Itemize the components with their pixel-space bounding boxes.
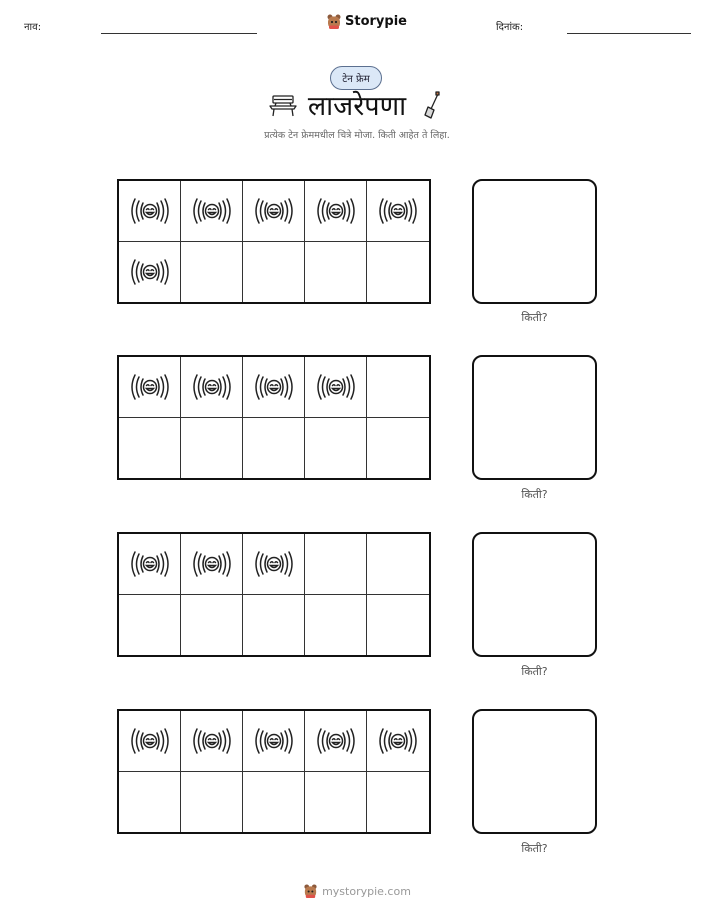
frame-cell [119,242,181,303]
frame-cell [119,711,181,772]
frame-cell [243,242,305,303]
footer-site: mystorypie.com [322,884,411,898]
ten-frame-1 [117,179,431,304]
shy-face-icon [251,193,297,229]
frame-cell [367,711,429,772]
ten-frame-2 [117,355,431,480]
shy-face-icon [251,369,297,405]
ten-frame-badge: टेन फ्रेम [330,66,382,90]
answer-box-2[interactable] [472,355,597,480]
frame-cell [367,181,429,242]
frame-cell [305,711,367,772]
frame-cell [243,711,305,772]
bench-icon [268,94,298,118]
frame-cell [367,595,429,656]
frame-cell [367,534,429,595]
frame-cell [181,357,243,418]
frame-cell [119,534,181,595]
brand-name: Storypie [345,14,407,29]
name-label: नाव: [24,22,42,33]
answer-box-3[interactable] [472,532,597,657]
frame-cell [243,595,305,656]
frame-cell [181,181,243,242]
frame-cell [181,711,243,772]
answer-box-1[interactable] [472,179,597,304]
frame-cell [119,595,181,656]
answer-label-1: किती? [521,311,548,324]
answer-label-4: किती? [521,842,548,855]
frame-cell [305,357,367,418]
frame-cell [367,418,429,479]
frame-cell [119,357,181,418]
frame-cell [181,772,243,833]
shy-face-icon [189,369,235,405]
date-line[interactable] [567,33,691,34]
frame-cell [305,181,367,242]
date-label: दिनांक: [496,22,524,33]
frame-cell [181,418,243,479]
shy-face-icon [313,723,359,759]
frame-cell [181,534,243,595]
shy-face-icon [127,193,173,229]
shy-face-icon [189,193,235,229]
shy-face-icon [251,546,297,582]
ten-frame-4 [117,709,431,834]
shy-face-icon [127,369,173,405]
shy-face-icon [313,369,359,405]
storypie-logo [326,13,407,30]
shy-face-icon [127,723,173,759]
answer-label-3: किती? [521,665,548,678]
shy-face-icon [127,546,173,582]
frame-cell [243,534,305,595]
ten-frame-3 [117,532,431,657]
frame-cell [243,418,305,479]
shy-face-icon [313,193,359,229]
frame-cell [367,772,429,833]
frame-cell [305,772,367,833]
frame-cell [305,595,367,656]
frame-cell [367,357,429,418]
shovel-icon [422,90,442,120]
frame-cell [119,772,181,833]
worksheet-title: लाजरेपणा [307,91,407,122]
frame-cell [305,418,367,479]
frame-cell [243,357,305,418]
answer-box-4[interactable] [472,709,597,834]
frame-cell [119,181,181,242]
frame-cell [119,418,181,479]
mascot-icon [326,13,342,30]
mascot-icon [303,883,318,899]
footer [0,883,714,899]
answer-label-2: किती? [521,488,548,501]
frame-cell [181,242,243,303]
instructions: प्रत्येक टेन फ्रेममधील चित्रे मोजा. किती आहेत ते लिहा. [264,130,450,141]
frame-cell [305,242,367,303]
frame-cell [305,534,367,595]
shy-face-icon [189,546,235,582]
shy-face-icon [375,193,421,229]
frame-cell [367,242,429,303]
frame-cell [243,181,305,242]
name-line[interactable] [101,33,257,34]
frame-cell [243,772,305,833]
frame-cell [181,595,243,656]
shy-face-icon [375,723,421,759]
shy-face-icon [127,254,173,290]
shy-face-icon [189,723,235,759]
shy-face-icon [251,723,297,759]
